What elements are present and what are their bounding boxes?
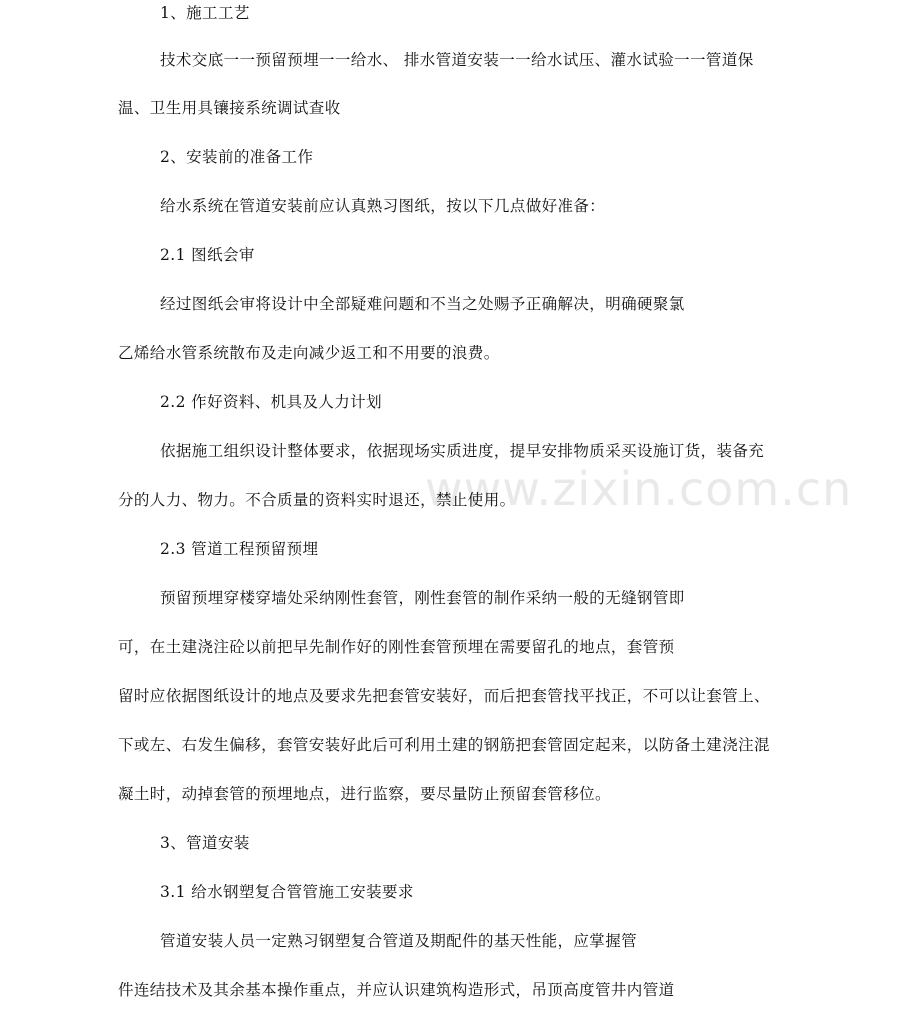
heading-2-3: 2.3 管道工程预留预埋 (160, 540, 319, 558)
paragraph-line: 预留预埋穿楼穿墙处采纳刚性套管，刚性套管的制作采纳一般的无缝钢管即 (160, 589, 685, 607)
heading-1: 1、施工工艺 (160, 4, 250, 22)
paragraph-line: 依据施工组织设计整体要求，依据现场实质进度，提早安排物质采买设施订货，装备充 (160, 442, 765, 460)
paragraph-line: 分的人力、物力。不合质量的资料实时退还，禁止使用。 (118, 491, 516, 509)
heading-2-1: 2.1 图纸会审 (160, 246, 255, 264)
paragraph-line: 下或左、右发生偏移，套管安装好此后可利用土建的钢筋把套管固定起来，以防备土建浇注混 (118, 736, 770, 754)
paragraph-line: 温、卫生用具镶接系统调试查收 (118, 99, 341, 117)
watermark: www.zixin.com.cn (425, 462, 853, 516)
heading-3-1: 3.1 给水钢塑复合管管施工安装要求 (160, 883, 414, 901)
heading-2-2: 2.2 作好资料、机具及人力计划 (160, 393, 382, 411)
heading-3: 3、管道安装 (160, 834, 250, 852)
paragraph-line: 留时应依据图纸设计的地点及要求先把套管安装好，而后把套管找平找正，不可以让套管上、 (118, 687, 770, 705)
heading-2: 2、安装前的准备工作 (160, 148, 314, 166)
paragraph-line: 给水系统在管道安装前应认真熟习图纸，按以下几点做好准备： (160, 197, 606, 215)
paragraph-line: 乙烯给水管系统散布及走向减少返工和不用要的浪费。 (118, 344, 500, 362)
paragraph-line: 件连结技术及其余基本操作重点，并应认识建筑构造形式，吊顶高度管井内管道 (118, 981, 675, 999)
paragraph-line: 凝土时，动掉套管的预埋地点，进行监察，要尽量防止预留套管移位。 (118, 785, 611, 803)
paragraph-line: 可，在土建浇注砼以前把早先制作好的刚性套管预埋在需要留孔的地点，套管预 (118, 638, 675, 656)
paragraph-line: 管道安装人员一定熟习钢塑复合管道及期配件的基天性能，应掌握管 (160, 932, 638, 950)
paragraph-line: 经过图纸会审将设计中全部疑难问题和不当之处赐予正确解决，明确硬聚氯 (160, 295, 685, 313)
paragraph-line: 技术交底一一预留预埋一一给水、 排水管道安装一一给水试压、灌水试验一一管道保 (160, 51, 754, 69)
